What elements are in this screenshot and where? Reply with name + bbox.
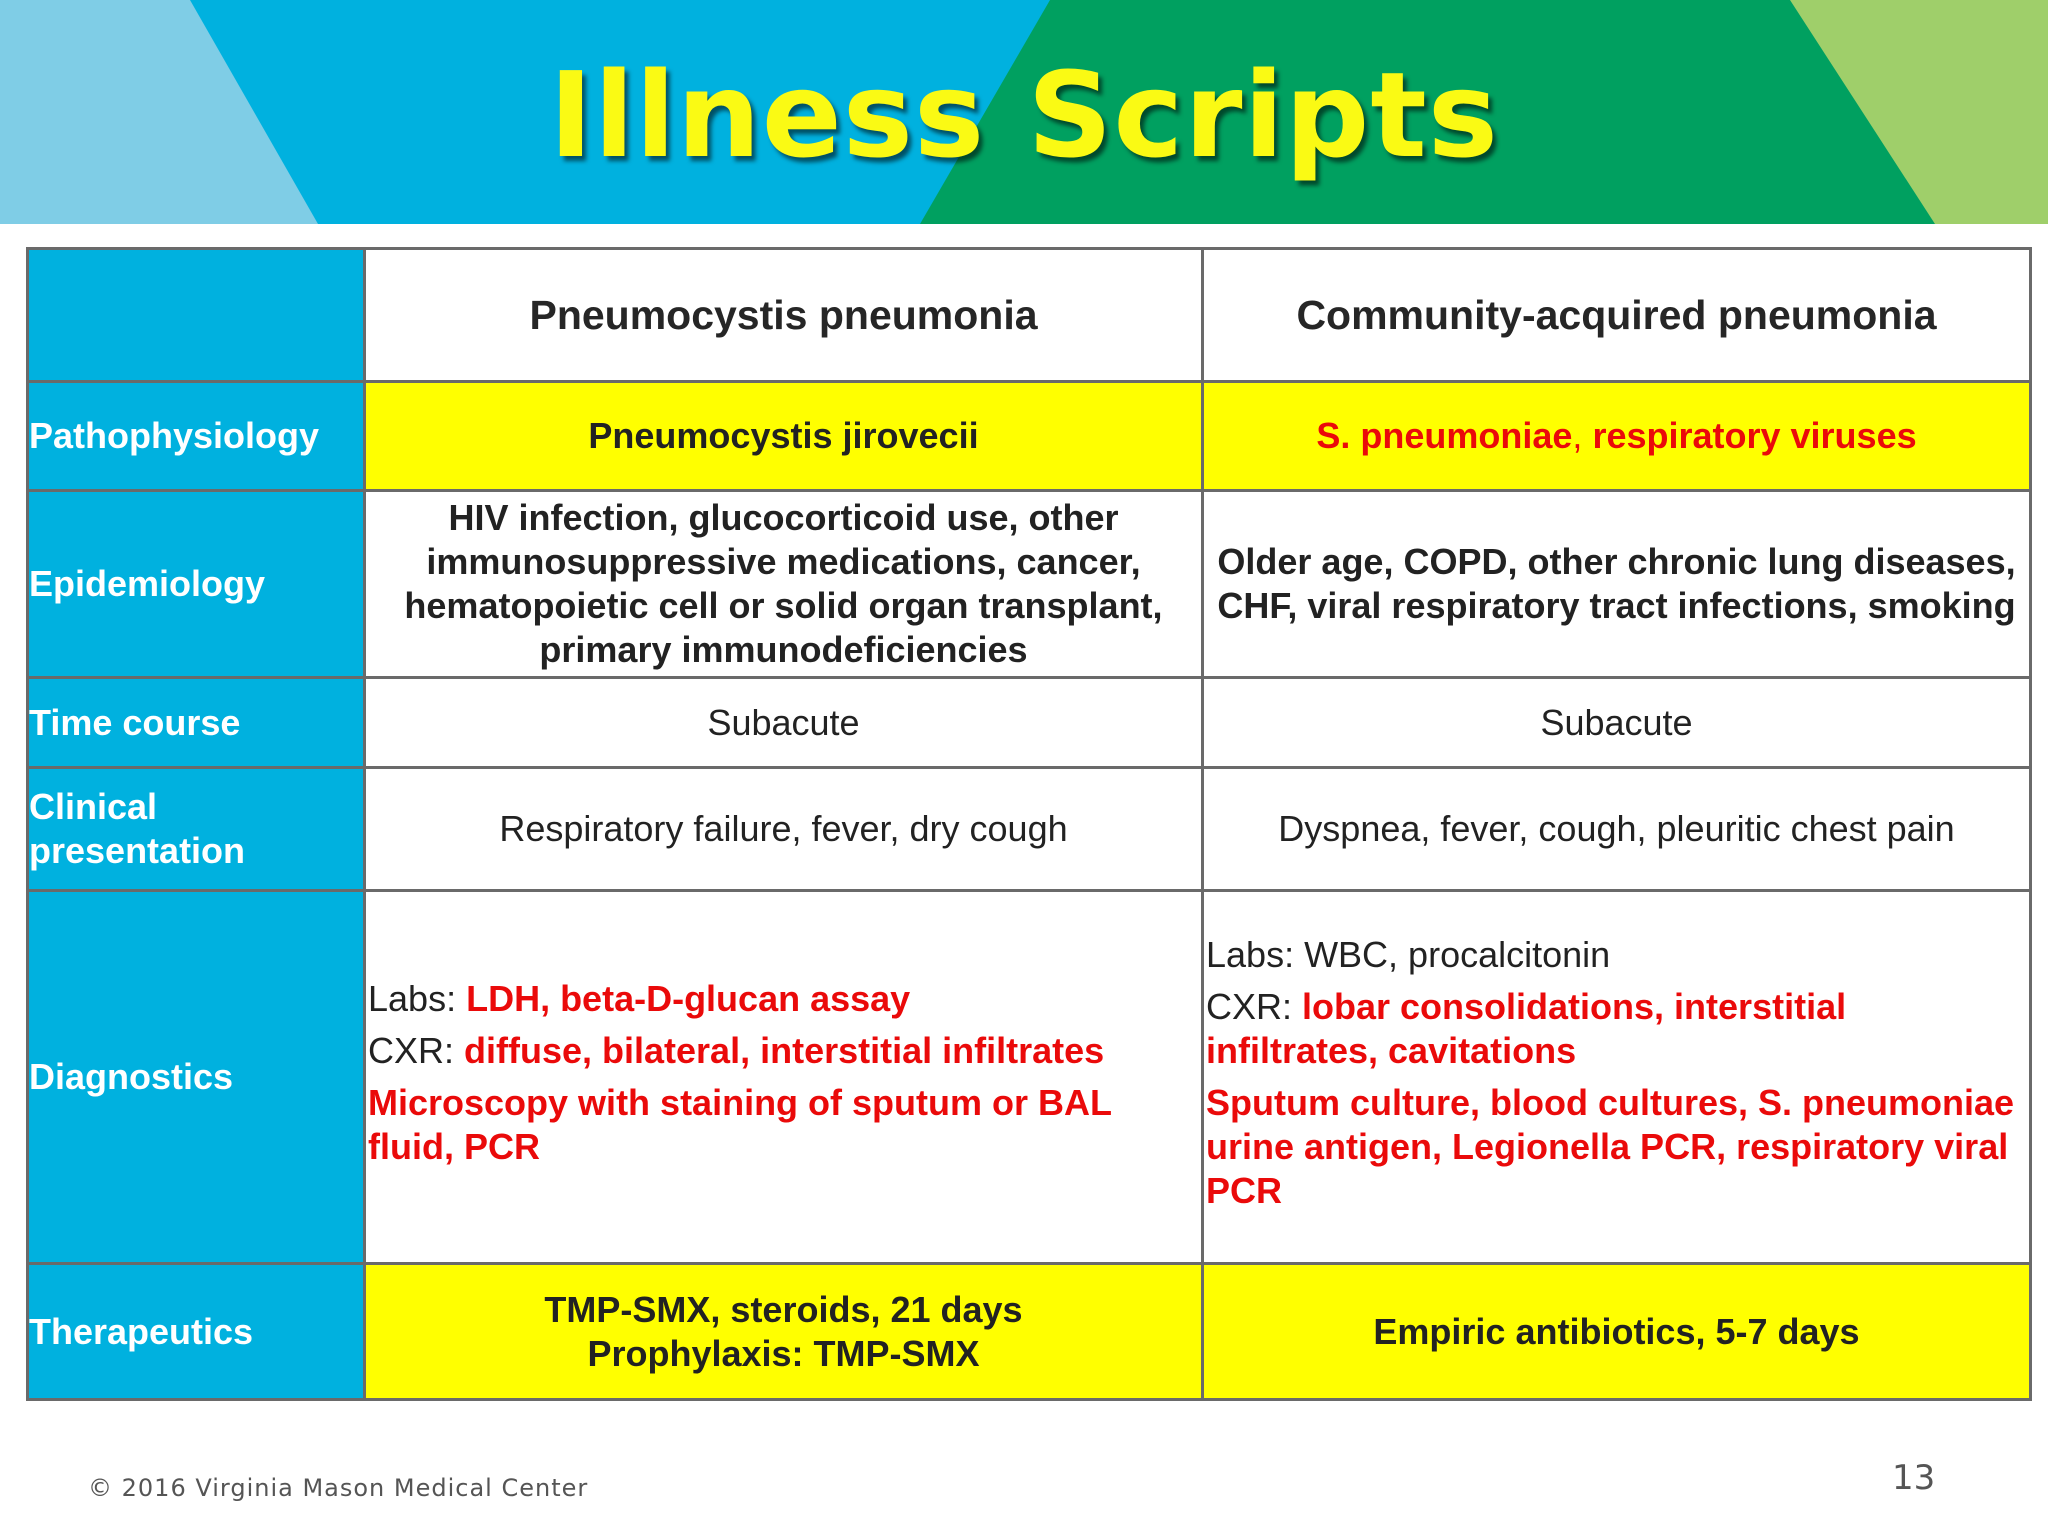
row-label-diagnostics: Diagnostics [28, 891, 365, 1264]
pathophysiology-cap [1203, 382, 2031, 491]
pcp-cxr-prefix: CXR: [368, 1030, 465, 1071]
table-row-diagnostics [28, 891, 2031, 1264]
pcp-labs: LDH, beta-D-glucan assay [466, 978, 911, 1019]
pcp-prophylaxis: Prophylaxis: TMP-SMX [587, 1332, 980, 1374]
pathophysiology-pcp: Pneumocystis jirovecii [365, 382, 1203, 491]
cap-labs: Labs: WBC, procalcitonin [1206, 934, 1611, 975]
row-label-therapeutics: Therapeutics [28, 1264, 365, 1400]
slide-title: Illness Scripts [548, 46, 1500, 184]
corner-cell [28, 249, 365, 382]
table-header-row [28, 249, 2031, 382]
header-banner [0, 0, 2048, 224]
cap-organism-1: S. pneumoniae [1316, 415, 1573, 456]
column-header-pcp: Pneumocystis pneumonia [365, 249, 1203, 382]
pcp-cxr: diffuse, bilateral, interstitial infiltrates [464, 1030, 1105, 1071]
cap-separator: , [1572, 415, 1593, 456]
cap-cxr-prefix: CXR: [1206, 986, 1303, 1027]
time-course-pcp: Subacute [365, 678, 1203, 768]
clinical-presentation-cap: Dyspnea, fever, cough, pleuritic chest pain [1203, 768, 2031, 891]
table-row-clinical-presentation [28, 768, 2031, 891]
time-course-cap: Subacute [1203, 678, 2031, 768]
clinical-presentation-pcp: Respiratory failure, fever, dry cough [365, 768, 1203, 891]
row-label-clinical-presentation: Clinical presentation [28, 768, 365, 891]
diagnostics-cap [1203, 891, 2031, 1264]
pcp-treatment: TMP-SMX, steroids, 21 days [544, 1288, 1023, 1330]
pcp-cxr-line [368, 1029, 1199, 1073]
therapeutics-cap: Empiric antibiotics, 5-7 days [1203, 1264, 2031, 1400]
epidemiology-pcp: HIV infection, glucocorticoid use, other immunosuppressive medications, cancer, hematopoietic cell or solid organ transplant, primary immunodeficiencies [365, 491, 1203, 678]
cap-cultures: Sputum culture, blood cultures, S. pneumoniae urine antigen, Legionella PCR, respiratory viral PCR [1206, 1082, 2015, 1211]
diagnostics-pcp [365, 891, 1203, 1264]
pcp-labs-line [368, 977, 1199, 1021]
cap-cxr: lobar consolidations, interstitial infiltrates, cavitations [1206, 986, 1847, 1071]
column-header-cap: Community-acquired pneumonia [1203, 249, 2031, 382]
illness-scripts-table [26, 247, 2032, 1401]
table-row-epidemiology [28, 491, 2031, 678]
pcp-microscopy: Microscopy with staining of sputum or BAL fluid, PCR [368, 1082, 1112, 1167]
table-row-pathophysiology [28, 382, 2031, 491]
row-label-time-course: Time course [28, 678, 365, 768]
cap-cxr-line [1206, 985, 2027, 1073]
cap-organism-2: respiratory viruses [1592, 415, 1917, 456]
table-row-time-course [28, 678, 2031, 768]
table-row-therapeutics [28, 1264, 2031, 1400]
epidemiology-cap: Older age, COPD, other chronic lung diseases, CHF, viral respiratory tract infections, smoking [1203, 491, 2031, 678]
therapeutics-pcp [365, 1264, 1203, 1400]
row-label-pathophysiology: Pathophysiology [28, 382, 365, 491]
copyright-footer: © 2016 Virginia Mason Medical Center [88, 1474, 589, 1502]
page-number: 13 [1892, 1458, 1936, 1498]
row-label-epidemiology: Epidemiology [28, 491, 365, 678]
pcp-labs-prefix: Labs: [368, 978, 467, 1019]
